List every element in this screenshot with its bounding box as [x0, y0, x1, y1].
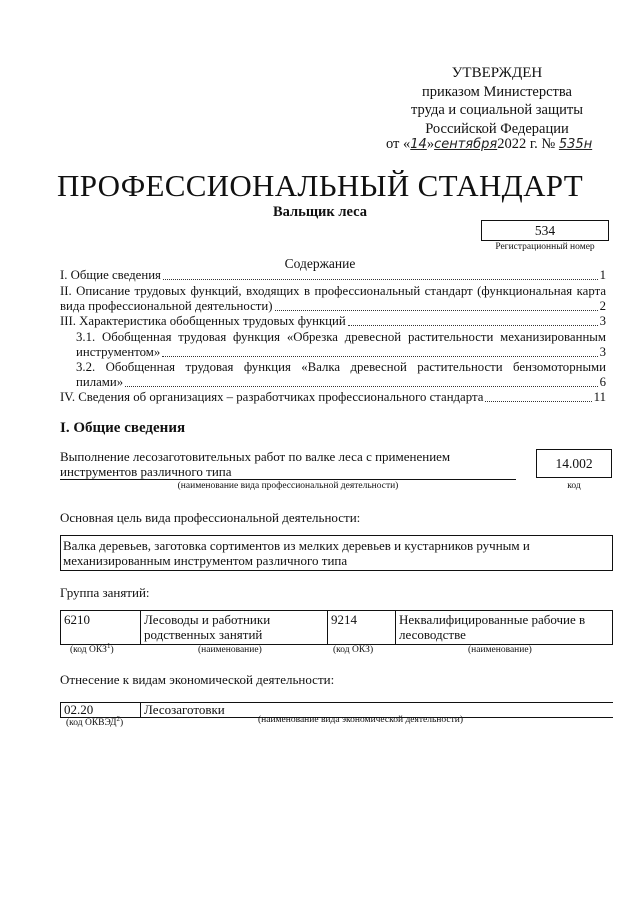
okz-code-label	[70, 641, 114, 655]
toc-leader	[485, 401, 591, 402]
okved-code-label-text: (код ОКВЭД	[66, 718, 117, 728]
activity-kind-label: (наименование вида профессиональной деятельности)	[177, 481, 399, 491]
okved-code-cell	[61, 703, 141, 718]
okz-name-cell	[396, 611, 613, 645]
activity-code-label: код	[567, 481, 581, 491]
toc-item-2[interactable]	[60, 284, 606, 314]
toc-leader	[275, 310, 598, 311]
registration-label: Регистрационный номер	[495, 242, 595, 252]
okz-code-cell	[61, 611, 141, 645]
order-month: сентября	[434, 137, 498, 152]
order-date-line	[386, 136, 592, 153]
okved-code-label-close: )	[119, 718, 124, 728]
okz-name-label: (наименование)	[198, 645, 262, 655]
order-number: 535н	[558, 137, 593, 152]
okz-name-line2: лесоводстве	[399, 626, 466, 642]
goal-line2: механизированным инструментом различного типа	[63, 552, 348, 568]
section-heading: I. Общие сведения	[60, 420, 186, 436]
document-title: ПРОФЕССИОНАЛЬНЫЙ СТАНДАРТ	[57, 168, 583, 203]
activity-kind	[60, 450, 510, 479]
okved-name: Лесозаготовки	[144, 702, 225, 717]
registration-number: 534	[481, 220, 609, 241]
activity-kind-line2: инструментов различного типа	[60, 463, 232, 479]
toc-item-1[interactable]	[60, 268, 606, 283]
toc-page: 11	[593, 390, 606, 404]
okved-code: 02.20	[64, 702, 94, 717]
toc-leader	[125, 386, 597, 387]
order-prefix: от «	[386, 136, 411, 152]
econ-heading: Отнесение к видам экономической деятельности:	[60, 672, 335, 687]
toc-item-text-line1: 3.1. Обобщенная трудовая функция «Обрезка древесной растительности механизированным	[76, 330, 606, 344]
footnote-2: 2	[116, 714, 120, 723]
toc-leader	[163, 279, 598, 280]
okz-code-label-2: (код ОКЗ)	[333, 645, 374, 655]
order-day: 14	[410, 137, 427, 152]
toc-item-text: III. Характеристика обобщенных трудовых функций	[60, 314, 346, 328]
toc-item-text-line2: пилами»	[76, 375, 124, 389]
okz-code-cell	[328, 611, 396, 645]
activity-code: 14.002	[536, 449, 612, 478]
footnote-1: 1	[106, 641, 111, 650]
toc-item-text: I. Общие сведения	[60, 268, 161, 282]
toc-page: 3	[599, 314, 606, 328]
goal-heading: Основная цель вида профессиональной деятельности:	[60, 510, 361, 525]
goal-box	[60, 535, 613, 571]
okz-name-label-2: (наименование)	[468, 645, 532, 655]
toc-leader	[348, 325, 598, 326]
toc-page: 6	[599, 375, 606, 389]
toc-item-3-1[interactable]	[76, 330, 606, 360]
okved-name-label: (наименование вида экономической деятельности)	[258, 715, 463, 725]
toc-heading: Содержание	[284, 256, 356, 271]
okz-name-line1: Неквалифицированные рабочие в	[399, 612, 586, 627]
toc-page: 3	[599, 345, 606, 359]
activity-kind-underline	[60, 479, 516, 480]
toc-item-text-line2: вида профессиональной деятельности)	[60, 299, 273, 313]
toc-item-3[interactable]	[60, 314, 606, 329]
toc-page: 1	[599, 268, 606, 282]
okz-code-label-close: )	[110, 645, 114, 655]
table-row	[61, 611, 613, 645]
okved-code-label	[66, 714, 124, 728]
order-mid: »	[426, 136, 435, 152]
okz-name-line1: Лесоводы и работники	[144, 612, 271, 627]
toc-item-text-line1: 3.2. Обобщенная трудовая функция «Валка древесной растительности бензомоторными	[76, 360, 606, 374]
group-heading: Группа занятий:	[60, 585, 150, 600]
toc-item-text-line2: инструментом»	[76, 345, 161, 359]
document-subtitle: Вальщик леса	[272, 204, 368, 220]
okz-code-label-text: (код ОКЗ	[70, 645, 107, 655]
toc-page: 2	[599, 299, 606, 313]
okz-name-line2: родственных занятий	[144, 626, 263, 642]
toc-item-text-line1: II. Описание трудовых функций, входящих в профессиональный стандарт (функциональная карта	[60, 284, 606, 298]
toc-item-text: IV. Сведения об организациях – разработчиках профессионального стандарта	[60, 390, 484, 404]
toc-item-4[interactable]	[60, 390, 606, 405]
okz-code: 6210	[64, 612, 90, 627]
goal-line1: Валка деревьев, заготовка сортиментов из мелких деревьев и кустарников ручным и	[63, 538, 530, 553]
approval-line-federation: Российской Федерации	[425, 120, 569, 137]
toc-leader	[162, 356, 597, 357]
approval-block	[392, 64, 602, 138]
approval-line-order: приказом Министерства	[422, 83, 572, 100]
activity-kind-line1: Выполнение лесозаготовительных работ по валке леса с применением	[60, 449, 451, 464]
approval-line-ministry: труда и социальной защиты	[411, 102, 583, 118]
okz-code: 9214	[331, 612, 357, 627]
order-year: 2022 г. №	[497, 136, 556, 152]
approval-line-approved: УТВЕРЖДЕН	[451, 65, 543, 81]
toc-item-3-2[interactable]	[76, 360, 606, 390]
occupation-group-table	[60, 610, 613, 645]
okz-name-cell	[141, 611, 328, 645]
